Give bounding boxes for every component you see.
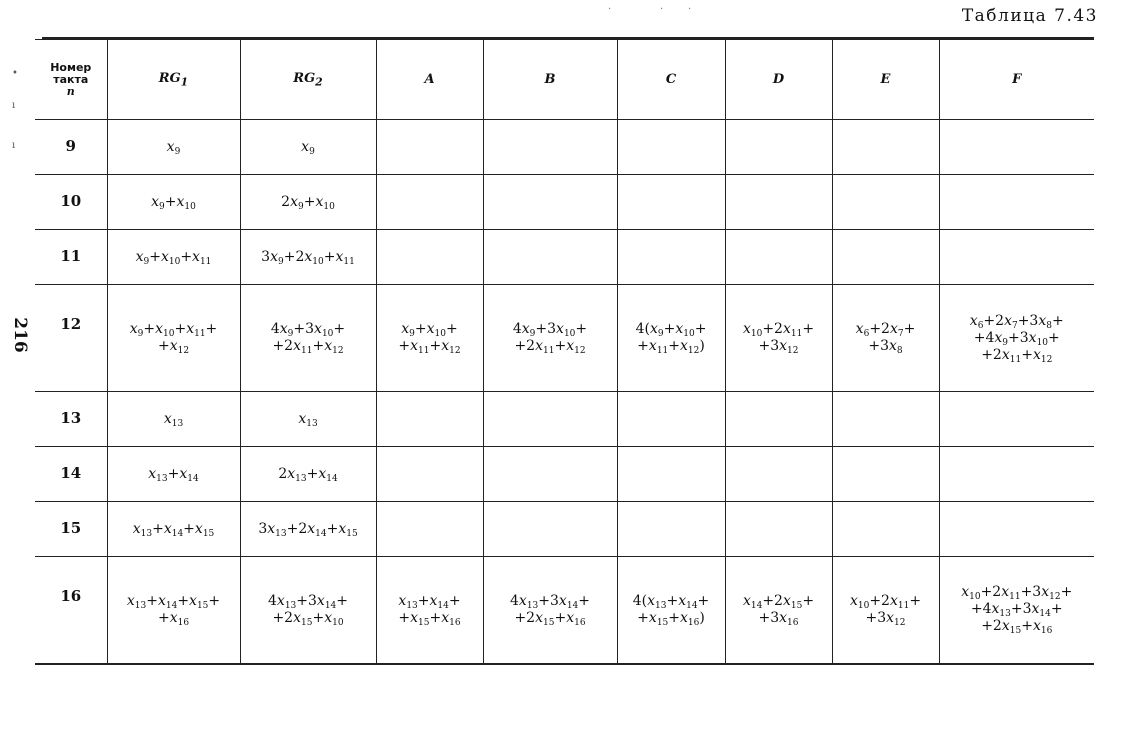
header-n-line3: n [66,84,75,98]
header-label: RG [158,70,181,86]
cell-rg2: $2x_9+x_{10}$ [240,175,376,230]
table-title: Таблица 7.43 [961,6,1098,26]
table-row [35,557,1094,664]
header-cell-c: C [617,40,725,120]
cell-c [617,120,725,175]
table-row [35,230,1094,285]
stray-mark: · [688,4,692,15]
cell-f [939,120,1094,175]
cell-e [832,230,939,285]
cell-a [376,447,483,502]
margin-mark: • [12,68,18,79]
cell-d: $x_{14}+2x_{15}+$ $+3x_{16}$ [725,557,832,664]
page-number: 216 [9,317,30,353]
cell-a: $x_9+x_{10}+$ $+x_{11}+x_{12}$ [376,285,483,392]
data-table [35,39,1094,665]
header-cell-rg1 [107,40,240,120]
cell-step-number: 9 [35,120,107,175]
margin-mark: ı [12,140,16,151]
cell-b [483,502,617,557]
table-row [35,120,1094,175]
header-n-line1: Номер [50,60,92,74]
cell-f [939,447,1094,502]
header-sub: 1 [180,75,189,89]
cell-d [725,230,832,285]
stray-mark: · [608,4,612,15]
cell-c: $4(x_{13}+x_{14}+$ $+x_{15}+x_{16}$) [617,557,725,664]
cell-a [376,120,483,175]
cell-rg1: $x_{13}+x_{14}+x_{15}+$ $+x_{16}$ [107,557,240,664]
table-row [35,175,1094,230]
cell-step-number: 15 [35,502,107,557]
cell-b [483,120,617,175]
cell-rg2: $x_{13}$ [240,392,376,447]
cell-c [617,447,725,502]
cell-rg1: $x_{13}+x_{14}$ [107,447,240,502]
cell-rg2: $x_9$ [240,120,376,175]
cell-d [725,502,832,557]
table-row [35,447,1094,502]
cell-d: $x_{10}+2x_{11}+$ $+3x_{12}$ [725,285,832,392]
cell-d [725,447,832,502]
header-cell-d: D [725,40,832,120]
cell-e [832,392,939,447]
cell-b: $4x_{13}+3x_{14}+$ $+2x_{15}+x_{16}$ [483,557,617,664]
cell-rg1: $x_9+x_{10}$ [107,175,240,230]
cell-a [376,230,483,285]
header-sub: 2 [315,75,323,89]
table-body [35,120,1094,664]
cell-d [725,120,832,175]
header-cell-rg2 [240,40,376,120]
cell-e [832,120,939,175]
cell-rg1: $x_9+x_{10}+x_{11}+$ $+x_{12}$ [107,285,240,392]
cell-e: $x_{10}+2x_{11}+$ $+3x_{12}$ [832,557,939,664]
header-cell-e: E [832,40,939,120]
cell-b [483,230,617,285]
cell-d [725,392,832,447]
table-row [35,502,1094,557]
cell-rg2: $4x_9+3x_{10}+$ $+2x_{11}+x_{12}$ [240,285,376,392]
table-row [35,285,1094,392]
cell-step-number: 14 [35,447,107,502]
header-label: RG [293,70,316,86]
cell-c [617,502,725,557]
header-cell-n [35,40,107,120]
cell-f: $x_{10}+2x_{11}+3x_{12}+$ $+4x_{13}+3x_{14}+$ $+2x_{15}+x_{16}$ [939,557,1094,664]
cell-f [939,175,1094,230]
cell-rg2: $3x_9+2x_{10}+x_{11}$ [240,230,376,285]
header-n-line2: такта [53,72,89,86]
cell-e [832,175,939,230]
header-cell-f: F [939,40,1094,120]
cell-rg2: $4x_{13}+3x_{14}+$ $+2x_{15}+x_{10}$ [240,557,376,664]
cell-f [939,230,1094,285]
cell-f: $x_6+2x_7+3x_8+$ $+4x_9+3x_{10}+$ $+2x_{11}+x_{12}$ [939,285,1094,392]
cell-c [617,230,725,285]
cell-a [376,392,483,447]
cell-step-number: 10 [35,175,107,230]
cell-b [483,392,617,447]
cell-a: $x_{13}+x_{14}+$ $+x_{15}+x_{16}$ [376,557,483,664]
cell-a [376,502,483,557]
header-row [35,40,1094,120]
cell-step-number: 16 [35,557,107,664]
cell-b [483,447,617,502]
cell-e: $x_6+2x_7+$ $+3x_8$ [832,285,939,392]
cell-b [483,175,617,230]
header-cell-a: A [376,40,483,120]
cell-rg2: $3x_{13}+2x_{14}+x_{15}$ [240,502,376,557]
cell-d [725,175,832,230]
cell-c: $4(x_9+x_{10}+$ $+x_{11}+x_{12}$) [617,285,725,392]
cell-e [832,502,939,557]
cell-c [617,175,725,230]
header-cell-b: B [483,40,617,120]
cell-e [832,447,939,502]
cell-c [617,392,725,447]
cell-f [939,502,1094,557]
cell-step-number: 13 [35,392,107,447]
table-row [35,392,1094,447]
cell-rg1: $x_{13}+x_{14}+x_{15}$ [107,502,240,557]
stray-mark: · [660,4,664,15]
cell-step-number: 12 [35,285,107,392]
cell-rg1: $x_9$ [107,120,240,175]
margin-mark: ı [12,100,16,111]
cell-rg1: $x_{13}$ [107,392,240,447]
cell-b: $4x_9+3x_{10}+$ $+2x_{11}+x_{12}$ [483,285,617,392]
cell-step-number: 11 [35,230,107,285]
cell-rg2: $2x_{13}+x_{14}$ [240,447,376,502]
cell-f [939,392,1094,447]
cell-rg1: $x_9+x_{10}+x_{11}$ [107,230,240,285]
cell-a [376,175,483,230]
